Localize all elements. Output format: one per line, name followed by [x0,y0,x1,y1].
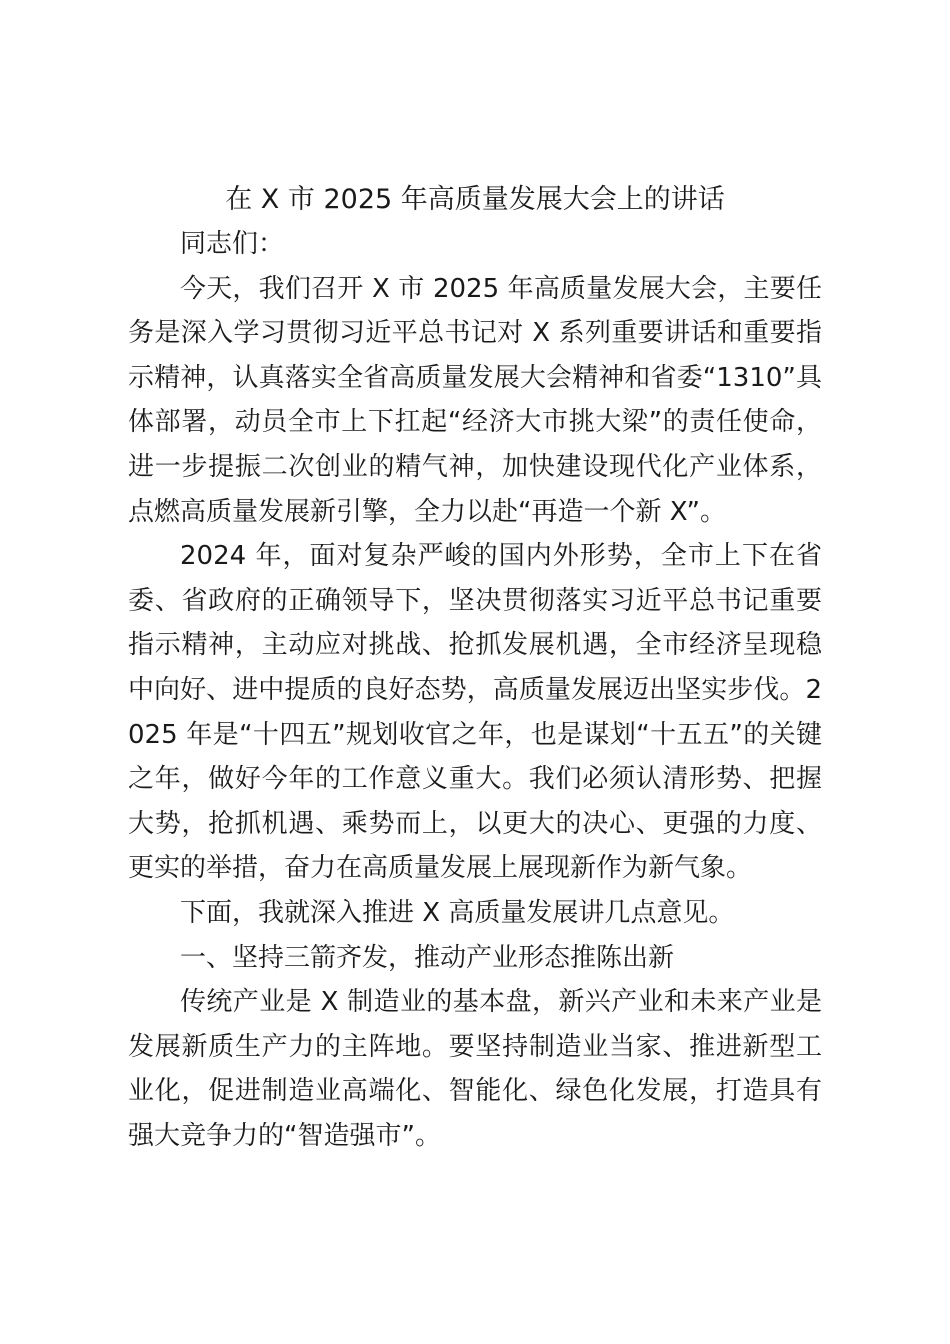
document-body [128,178,822,1158]
paragraph-review: 2024 年，面对复杂严峻的国内外形势，全市上下在省委、省政府的正确领导下，坚决贯彻落实习近平总书记重要指示精神，主动应对挑战、抢抓发展机遇，全市经济呈现稳中向好、进中提质的良好态势，高质量发展迈出坚实步伐。2025 年是“十四五”规划收官之年，也是谋划“十五五”的关键之年，做好今年的工作意义重大。我们必须认清形势、把握大势，抢抓机遇、乘势而上，以更大的决心、更强的力度、更实的举措，奋力在高质量发展上展现新作为新气象。 [128,541,822,884]
paragraph-section-1: 传统产业是 X 制造业的基本盘，新兴产业和未来产业是发展新质生产力的主阵地。要坚持制造业当家、推进新型工业化，促进制造业高端化、智能化、绿色化发展，打造具有强大竞争力的“智造强市”。 [128,987,822,1151]
paragraph-transition: 下面，我就深入推进 X 高质量发展讲几点意见。 [180,897,735,928]
salutation: 同志们： [180,229,285,259]
paragraph-opening: 今天，我们召开 X 市 2025 年高质量发展大会，主要任务是深入学习贯彻习近平总书记对 X 系列重要讲话和重要指示精神，认真落实全省高质量发展大会精神和省委“1310”具体部署，动员全市上下扛起“经济大市挑大梁”的责任使命，进一步提振二次创业的精气神，加快建设现代化产业体系，点燃高质量发展新引擎，全力以赴“再造一个新 X”。 [128,273,822,527]
section-heading-1: 一、坚持三箭齐发，推动产业形态推陈出新 [180,942,675,973]
document-title: 在 X 市 2025 年高质量发展大会上的讲话 [225,184,725,215]
